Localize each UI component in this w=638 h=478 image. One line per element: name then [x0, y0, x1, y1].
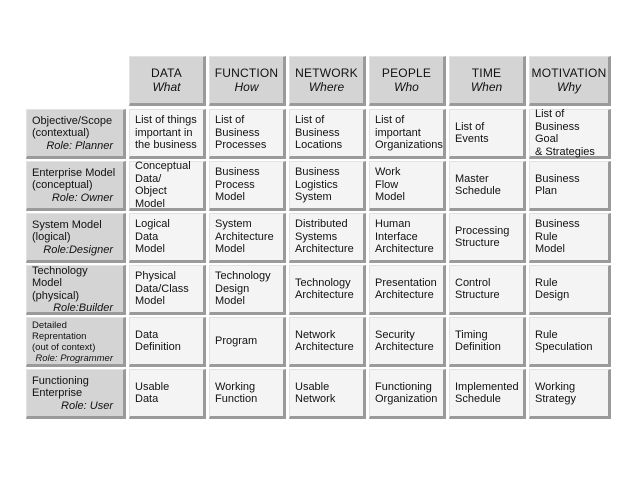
row-label: Enterprise Model (conceptual) [32, 166, 116, 192]
grid-cell [529, 161, 611, 211]
grid-cell [289, 369, 366, 419]
row-role: Role:Builder [53, 302, 113, 314]
grid-cell [369, 161, 446, 211]
cell-text: Working Function [215, 380, 258, 405]
cell-text: Data Definition [135, 328, 181, 353]
column-subtitle: What [152, 80, 181, 94]
grid-cell [529, 213, 611, 263]
cell-text: Conceptual Data/ Object Model [135, 160, 191, 210]
cell-text: Technology Design Model [215, 270, 271, 308]
cell-text: Control Structure [455, 276, 500, 301]
grid-cell [449, 317, 526, 367]
cell-text: Rule Design [535, 276, 570, 301]
grid-cell [289, 161, 366, 211]
row-role: Role: User [61, 399, 113, 412]
grid-cell [129, 213, 206, 263]
column-header-data [129, 56, 206, 106]
cell-text: List of Business Locations [295, 114, 343, 152]
cell-text: Implemented Schedule [455, 380, 519, 405]
cell-text: Business Logistics System [295, 166, 340, 204]
cell-text: Distributed Systems Architecture [295, 218, 354, 256]
row-role: Role:Designer [43, 243, 113, 256]
column-title: DATA [150, 66, 183, 80]
cell-text: Presentation Architecture [375, 276, 437, 301]
cell-text: System Architecture Model [215, 218, 274, 256]
grid-cell [209, 161, 286, 211]
cell-text: Usable Network [295, 380, 336, 405]
row-role: Role: Programmer [35, 352, 113, 364]
cell-text: Work Flow Model [375, 166, 405, 204]
cell-text: List of Business Processes [215, 114, 267, 152]
grid-cell [529, 369, 611, 419]
grid-cell [449, 213, 526, 263]
cell-text: Rule Speculation [535, 328, 593, 353]
grid-cell [209, 317, 286, 367]
grid-cell [449, 369, 526, 419]
cell-text: Network Architecture [295, 328, 354, 353]
cell-text: List of important Organizations [375, 114, 443, 152]
row-label: Functioning Enterprise [32, 374, 89, 400]
row-header-detailed [26, 317, 126, 367]
grid-cell [449, 161, 526, 211]
cell-text: Usable Data [135, 380, 170, 405]
cell-text: List of Business Goal & Strategies [535, 108, 595, 158]
grid-cell [369, 317, 446, 367]
column-title: NETWORK [295, 66, 358, 80]
grid-cell [369, 369, 446, 419]
grid-cell [129, 109, 206, 159]
cell-text: List of things important in the business [135, 114, 197, 152]
grid-cell [209, 369, 286, 419]
row-header-objective [26, 109, 126, 159]
cell-text: Master Schedule [455, 172, 501, 197]
grid-cell [129, 265, 206, 315]
column-subtitle: When [470, 80, 503, 94]
grid-cell [529, 317, 611, 367]
row-role: Role: Owner [51, 191, 113, 204]
column-title: TIME [471, 66, 502, 80]
row-header-system [26, 213, 126, 263]
row-header-functioning [26, 369, 126, 419]
column-subtitle: Who [394, 80, 419, 94]
row-label: Detailed Reprentation (out of context) [32, 319, 96, 353]
grid-cell [289, 265, 366, 315]
grid-cell [449, 265, 526, 315]
cell-text: Processing Structure [455, 224, 510, 249]
column-title: PEOPLE [381, 66, 432, 80]
column-header-time [449, 56, 526, 106]
cell-text: Security Architecture [375, 328, 434, 353]
cell-text: Functioning Organization [375, 380, 438, 405]
grid-cell [369, 265, 446, 315]
row-label: System Model (logical) [32, 218, 102, 244]
cell-text: Business Process Model [215, 166, 260, 204]
grid-cell [289, 317, 366, 367]
column-header-motivation [529, 56, 611, 106]
grid-cell [209, 109, 286, 159]
grid-cell [129, 317, 206, 367]
column-subtitle: Why [557, 80, 581, 94]
column-subtitle: How [234, 80, 259, 94]
cell-text: Logical Data Model [135, 218, 170, 256]
row-label: Technology Model (physical) [32, 264, 88, 302]
row-role: Role: Planner [46, 139, 113, 152]
grid-cell [129, 369, 206, 419]
grid-cell [369, 213, 446, 263]
grid-cell [529, 109, 611, 159]
row-header-enterprise [26, 161, 126, 211]
column-title: FUNCTION [214, 66, 279, 80]
grid-cell [529, 265, 611, 315]
column-title: MOTIVATION [531, 66, 607, 80]
grid-cell [449, 109, 526, 159]
grid-cell [209, 213, 286, 263]
cell-text: Business Rule Model [535, 218, 580, 256]
column-header-network [289, 56, 366, 106]
cell-text: Physical Data/Class Model [135, 270, 189, 308]
cell-text: Program [215, 334, 258, 347]
grid-cell [369, 109, 446, 159]
cell-text: Working Strategy [535, 380, 576, 405]
row-header-technology [26, 265, 126, 315]
cell-text: List of Events [455, 120, 489, 145]
column-subtitle: Where [308, 80, 345, 94]
cell-text: Technology Architecture [295, 276, 354, 301]
grid-cell [129, 161, 206, 211]
cell-text: Human Interface Architecture [375, 218, 434, 256]
column-header-people [369, 56, 446, 106]
row-label: Objective/Scope (contextual) [32, 114, 113, 140]
column-header-function [209, 56, 286, 106]
cell-text: Timing Definition [455, 328, 501, 353]
cell-text: Business Plan [535, 172, 580, 197]
grid-cell [289, 213, 366, 263]
grid-cell [209, 265, 286, 315]
grid-cell [289, 109, 366, 159]
